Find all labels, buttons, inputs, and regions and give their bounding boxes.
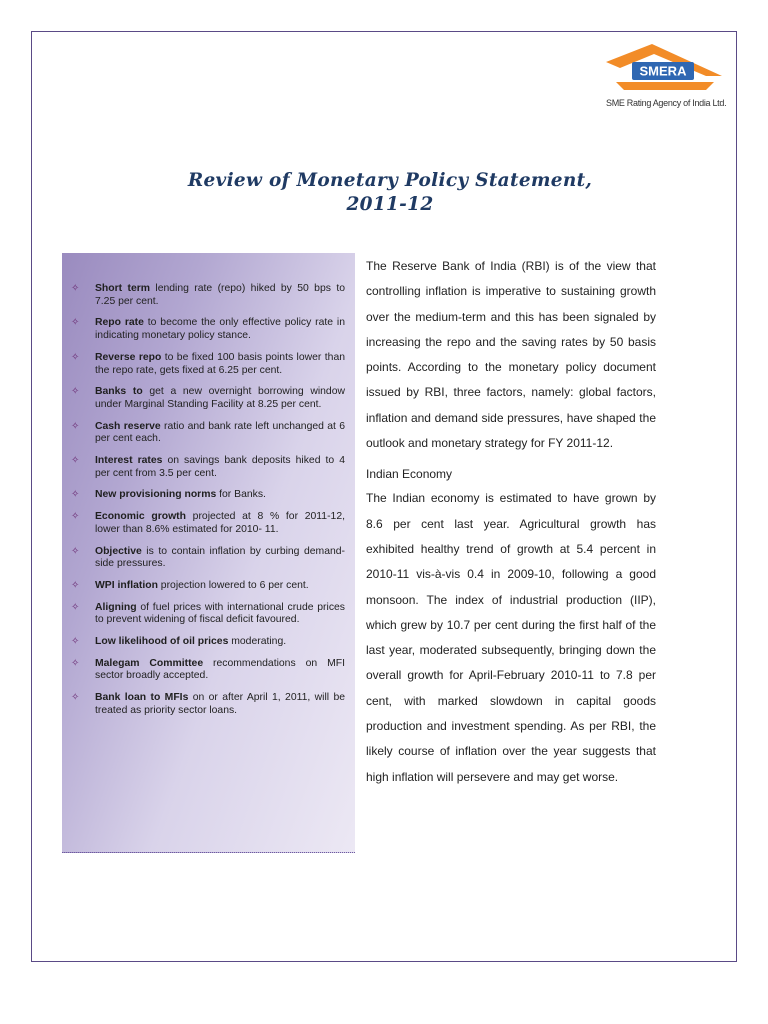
bullet-icon: ✧ [71,511,80,523]
highlights-list [62,283,355,727]
highlight-item: ✧ Reverse repo to be fixed 100 basis points lower than the repo rate, gets fixed at 6.25 per cent. [71,351,345,376]
page-title [130,169,650,217]
bullet-icon: ✧ [71,351,80,363]
highlight-item: ✧ Banks to get a new overnight borrowing window under Marginal Standing Facility at 8.25 per cent. [71,386,345,410]
highlight-item: ✧ Low likelihood of oil prices moderating. [71,636,287,648]
highlight-item: ✧ Aligning of fuel prices with international crude prices to prevent widening of fiscal deficit favoured. [71,601,345,626]
bullet-icon: ✧ [71,545,80,557]
smera-logo-mark [606,42,724,98]
highlight-item: ✧ Repo rate to become the only effective policy rate in indicating monetary policy stance. [71,317,345,342]
bullet-icon: ✧ [71,455,80,467]
highlight-item: ✧ Bank loan to MFIs on or after April 1, 2011, will be treated as priority sector loans. [71,692,346,716]
title-line-1: Review of Monetary Policy Statement, [187,170,593,191]
section-heading: Indian Economy [366,467,453,482]
highlight-item: ✧ Interest rates on savings bank deposits hiked to 4 per cent from 3.5 per cent. [71,455,346,479]
highlight-item: ✧ New provisioning norms for Banks. [71,489,266,501]
bullet-icon: ✧ [71,636,80,648]
logo-tagline: SME Rating Agency of India Ltd. [606,98,727,108]
highlight-item: ✧ Malegam Committee recommendations on MFI sector broadly accepted. [71,657,345,682]
highlight-item: ✧ Objective is to contain inflation by curbing demand-side pressures. [71,545,345,570]
intro-paragraph: The Reserve Bank of India (RBI) is of the view that controlling inflation is imperative to sustaining growth over the medium-term and this has been signaled by increasing the repo and the saving rates by 50 basis points. According to the monetary policy document issued by RBI, three factors, namely: global factors, inflation and demand side pressures, have shaped the outlook and monetary strategy for FY 2011-12. [366,259,656,451]
article-body [366,254,656,790]
bullet-icon: ✧ [71,692,80,704]
bullet-icon: ✧ [71,489,80,501]
title-line-2: 2011-12 [346,194,434,215]
bullet-icon: ✧ [71,317,80,329]
smera-logo [606,42,727,110]
highlight-item: ✧ Short term lending rate (repo) hiked by 50 bps to 7.25 per cent. [71,283,345,307]
logo-brand-text: SMERA [639,63,687,79]
highlight-item: ✧ Economic growth projected at 8 % for 2011-12, lower than 8.6% estimated for 2010- 11. [71,511,345,535]
bullet-icon: ✧ [71,420,80,432]
highlights-sidebar [62,253,355,853]
highlight-item: ✧ WPI inflation projection lowered to 6 per cent. [71,579,309,591]
section-paragraph: The Indian economy is estimated to have grown by 8.6 per cent last year. Agricultural growth has exhibited healthy trend of growth at 5.4 percent in 2010-11 vis-à-vis 0.4 in 2009-10, following a good monsoon. The index of industrial production (IIP), which grew by 10.7 per cent during the first half of the last year, moderated subsequently, bringing down the overall growth for April-February 2010-11 to 7.8 per cent, with marked slowdown in capital goods production and investment spending. As per RBI, the likely course of inflation over the year suggests that high inflation will persevere and may get worse. [366,491,656,784]
bullet-icon: ✧ [71,579,80,591]
bullet-icon: ✧ [71,601,80,613]
highlight-item: ✧ Cash reserve ratio and bank rate left unchanged at 6 per cent each. [71,420,346,445]
bullet-icon: ✧ [71,386,80,398]
bullet-icon: ✧ [71,657,80,669]
bullet-icon: ✧ [71,283,80,294]
